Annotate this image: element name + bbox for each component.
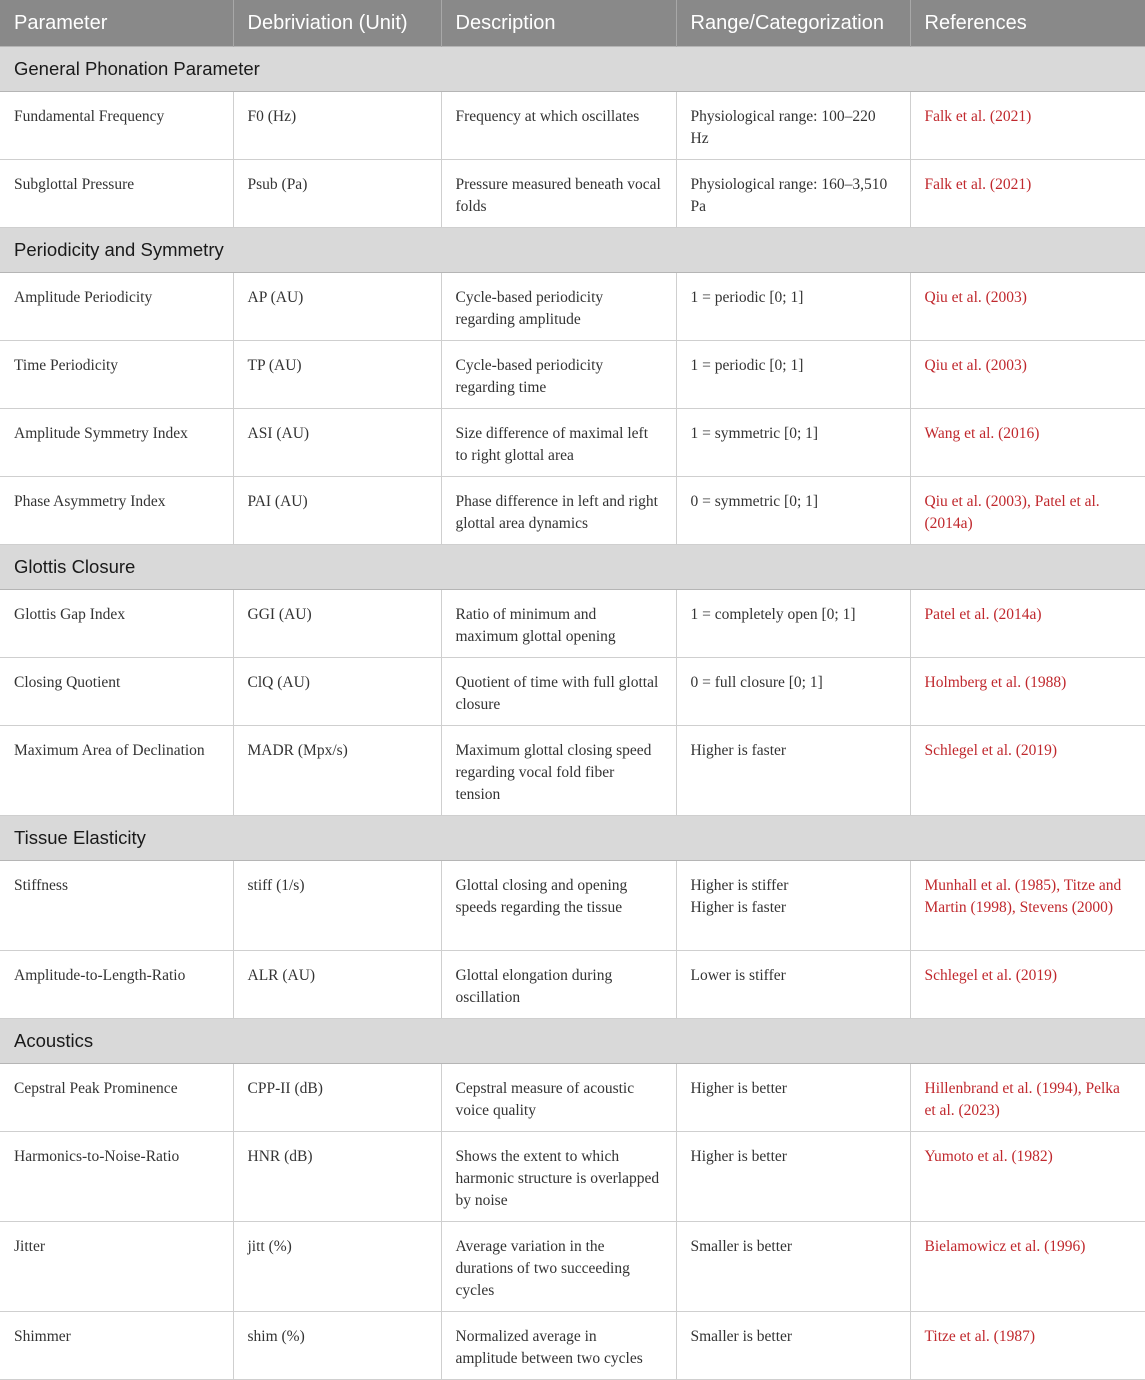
table-row [0, 1222, 1145, 1312]
cell-reference-link[interactable]: Qiu et al. (2003) [910, 341, 1145, 409]
section-title: Acoustics [0, 1019, 1145, 1064]
header-row [0, 0, 1145, 47]
table-row [0, 590, 1145, 658]
cell-reference-link[interactable]: Yumoto et al. (1982) [910, 1132, 1145, 1222]
cell-range: Smaller is better [676, 1312, 910, 1380]
cell-parameter: Harmonics-to-Noise-Ratio [0, 1132, 233, 1222]
table-row [0, 92, 1145, 160]
cell-parameter: Closing Quotient [0, 658, 233, 726]
cell-range: Higher is faster [676, 726, 910, 816]
cell-range: 0 = full closure [0; 1] [676, 658, 910, 726]
table-row [0, 726, 1145, 816]
table-row [0, 341, 1145, 409]
cell-description: Size difference of maximal left to right glottal area [441, 409, 676, 477]
cell-description: Glottal elongation during oscillation [441, 951, 676, 1019]
cell-parameter: Jitter [0, 1222, 233, 1312]
cell-reference-link[interactable]: Hillenbrand et al. (1994), Pelka et al. (2023) [910, 1064, 1145, 1132]
table-row [0, 951, 1145, 1019]
cell-range-line: Higher is faster [690, 899, 787, 916]
cell-unit: HNR (dB) [233, 1132, 441, 1222]
section-title: Tissue Elasticity [0, 816, 1145, 861]
table-row [0, 273, 1145, 341]
cell-range: Lower is stiffer [676, 951, 910, 1019]
section-row [0, 545, 1145, 590]
cell-reference-link[interactable]: Falk et al. (2021) [910, 160, 1145, 228]
header-parameter: Parameter [0, 0, 233, 47]
cell-unit: GGI (AU) [233, 590, 441, 658]
cell-description: Ratio of minimum and maximum glottal opening [441, 590, 676, 658]
cell-unit: PAI (AU) [233, 477, 441, 545]
cell-range: Physiological range: 160–3,510 Pa [676, 160, 910, 228]
cell-parameter: Time Periodicity [0, 341, 233, 409]
cell-range: 1 = completely open [0; 1] [676, 590, 910, 658]
cell-description: Average variation in the durations of two succeeding cycles [441, 1222, 676, 1312]
header-references: References [910, 0, 1145, 47]
cell-range: 1 = symmetric [0; 1] [676, 409, 910, 477]
cell-description: Shows the extent to which harmonic structure is overlapped by noise [441, 1132, 676, 1222]
cell-unit: Psub (Pa) [233, 160, 441, 228]
cell-range [676, 861, 910, 951]
cell-reference-link[interactable]: Schlegel et al. (2019) [910, 951, 1145, 1019]
cell-description: Frequency at which oscillates [441, 92, 676, 160]
cell-reference-link[interactable]: Patel et al. (2014a) [910, 590, 1145, 658]
cell-parameter: Cepstral Peak Prominence [0, 1064, 233, 1132]
cell-reference-link[interactable]: Wang et al. (2016) [910, 409, 1145, 477]
cell-description: Cycle-based periodicity regarding time [441, 341, 676, 409]
cell-unit: ASI (AU) [233, 409, 441, 477]
table-row [0, 658, 1145, 726]
cell-unit: shim (%) [233, 1312, 441, 1380]
header-description: Description [441, 0, 676, 47]
cell-description: Maximum glottal closing speed regarding vocal fold fiber tension [441, 726, 676, 816]
cell-range: Smaller is better [676, 1222, 910, 1312]
cell-description: Phase difference in left and right glottal area dynamics [441, 477, 676, 545]
cell-parameter: Glottis Gap Index [0, 590, 233, 658]
cell-range: Higher is better [676, 1132, 910, 1222]
cell-range: 1 = periodic [0; 1] [676, 273, 910, 341]
cell-parameter: Phase Asymmetry Index [0, 477, 233, 545]
cell-unit: ALR (AU) [233, 951, 441, 1019]
cell-parameter: Amplitude-to-Length-Ratio [0, 951, 233, 1019]
cell-description: Cepstral measure of acoustic voice quality [441, 1064, 676, 1132]
cell-reference-link[interactable]: Schlegel et al. (2019) [910, 726, 1145, 816]
cell-reference-link[interactable]: Munhall et al. (1985), Titze and Martin (1998), Stevens (2000) [910, 861, 1145, 951]
cell-parameter: Amplitude Periodicity [0, 273, 233, 341]
table-row [0, 477, 1145, 545]
section-row [0, 228, 1145, 273]
table-row [0, 1312, 1145, 1380]
cell-parameter: Shimmer [0, 1312, 233, 1380]
cell-range: Higher is better [676, 1064, 910, 1132]
cell-reference-link[interactable]: Qiu et al. (2003), Patel et al. (2014a) [910, 477, 1145, 545]
table-row [0, 1132, 1145, 1222]
cell-unit: CPP-II (dB) [233, 1064, 441, 1132]
cell-reference-link[interactable]: Bielamowicz et al. (1996) [910, 1222, 1145, 1312]
cell-range: 0 = symmetric [0; 1] [676, 477, 910, 545]
section-row [0, 47, 1145, 92]
cell-parameter: Subglottal Pressure [0, 160, 233, 228]
table-row [0, 861, 1145, 951]
cell-parameter: Fundamental Frequency [0, 92, 233, 160]
cell-description: Pressure measured beneath vocal folds [441, 160, 676, 228]
cell-range-line: Higher is stiffer [690, 877, 789, 894]
cell-description: Quotient of time with full glottal closure [441, 658, 676, 726]
cell-parameter: Maximum Area of Declination [0, 726, 233, 816]
cell-parameter: Amplitude Symmetry Index [0, 409, 233, 477]
cell-range: 1 = periodic [0; 1] [676, 341, 910, 409]
section-row [0, 816, 1145, 861]
cell-unit: TP (AU) [233, 341, 441, 409]
section-title: Periodicity and Symmetry [0, 228, 1145, 273]
cell-unit: F0 (Hz) [233, 92, 441, 160]
cell-reference-link[interactable]: Qiu et al. (2003) [910, 273, 1145, 341]
cell-unit: MADR (Mpx/s) [233, 726, 441, 816]
table-row [0, 409, 1145, 477]
cell-unit: stiff (1/s) [233, 861, 441, 951]
cell-description: Glottal closing and opening speeds regarding the tissue [441, 861, 676, 951]
cell-range: Physiological range: 100–220 Hz [676, 92, 910, 160]
cell-unit: jitt (%) [233, 1222, 441, 1312]
cell-reference-link[interactable]: Titze et al. (1987) [910, 1312, 1145, 1380]
cell-reference-link[interactable]: Falk et al. (2021) [910, 92, 1145, 160]
cell-unit: AP (AU) [233, 273, 441, 341]
cell-description: Normalized average in amplitude between two cycles [441, 1312, 676, 1380]
cell-parameter: Stiffness [0, 861, 233, 951]
section-title: Glottis Closure [0, 545, 1145, 590]
table-row [0, 1064, 1145, 1132]
cell-description: Cycle-based periodicity regarding amplitude [441, 273, 676, 341]
header-range: Range/Categorization [676, 0, 910, 47]
section-row [0, 1019, 1145, 1064]
cell-unit: ClQ (AU) [233, 658, 441, 726]
table-row [0, 160, 1145, 228]
header-unit: Debriviation (Unit) [233, 0, 441, 47]
section-title: General Phonation Parameter [0, 47, 1145, 92]
cell-reference-link[interactable]: Holmberg et al. (1988) [910, 658, 1145, 726]
